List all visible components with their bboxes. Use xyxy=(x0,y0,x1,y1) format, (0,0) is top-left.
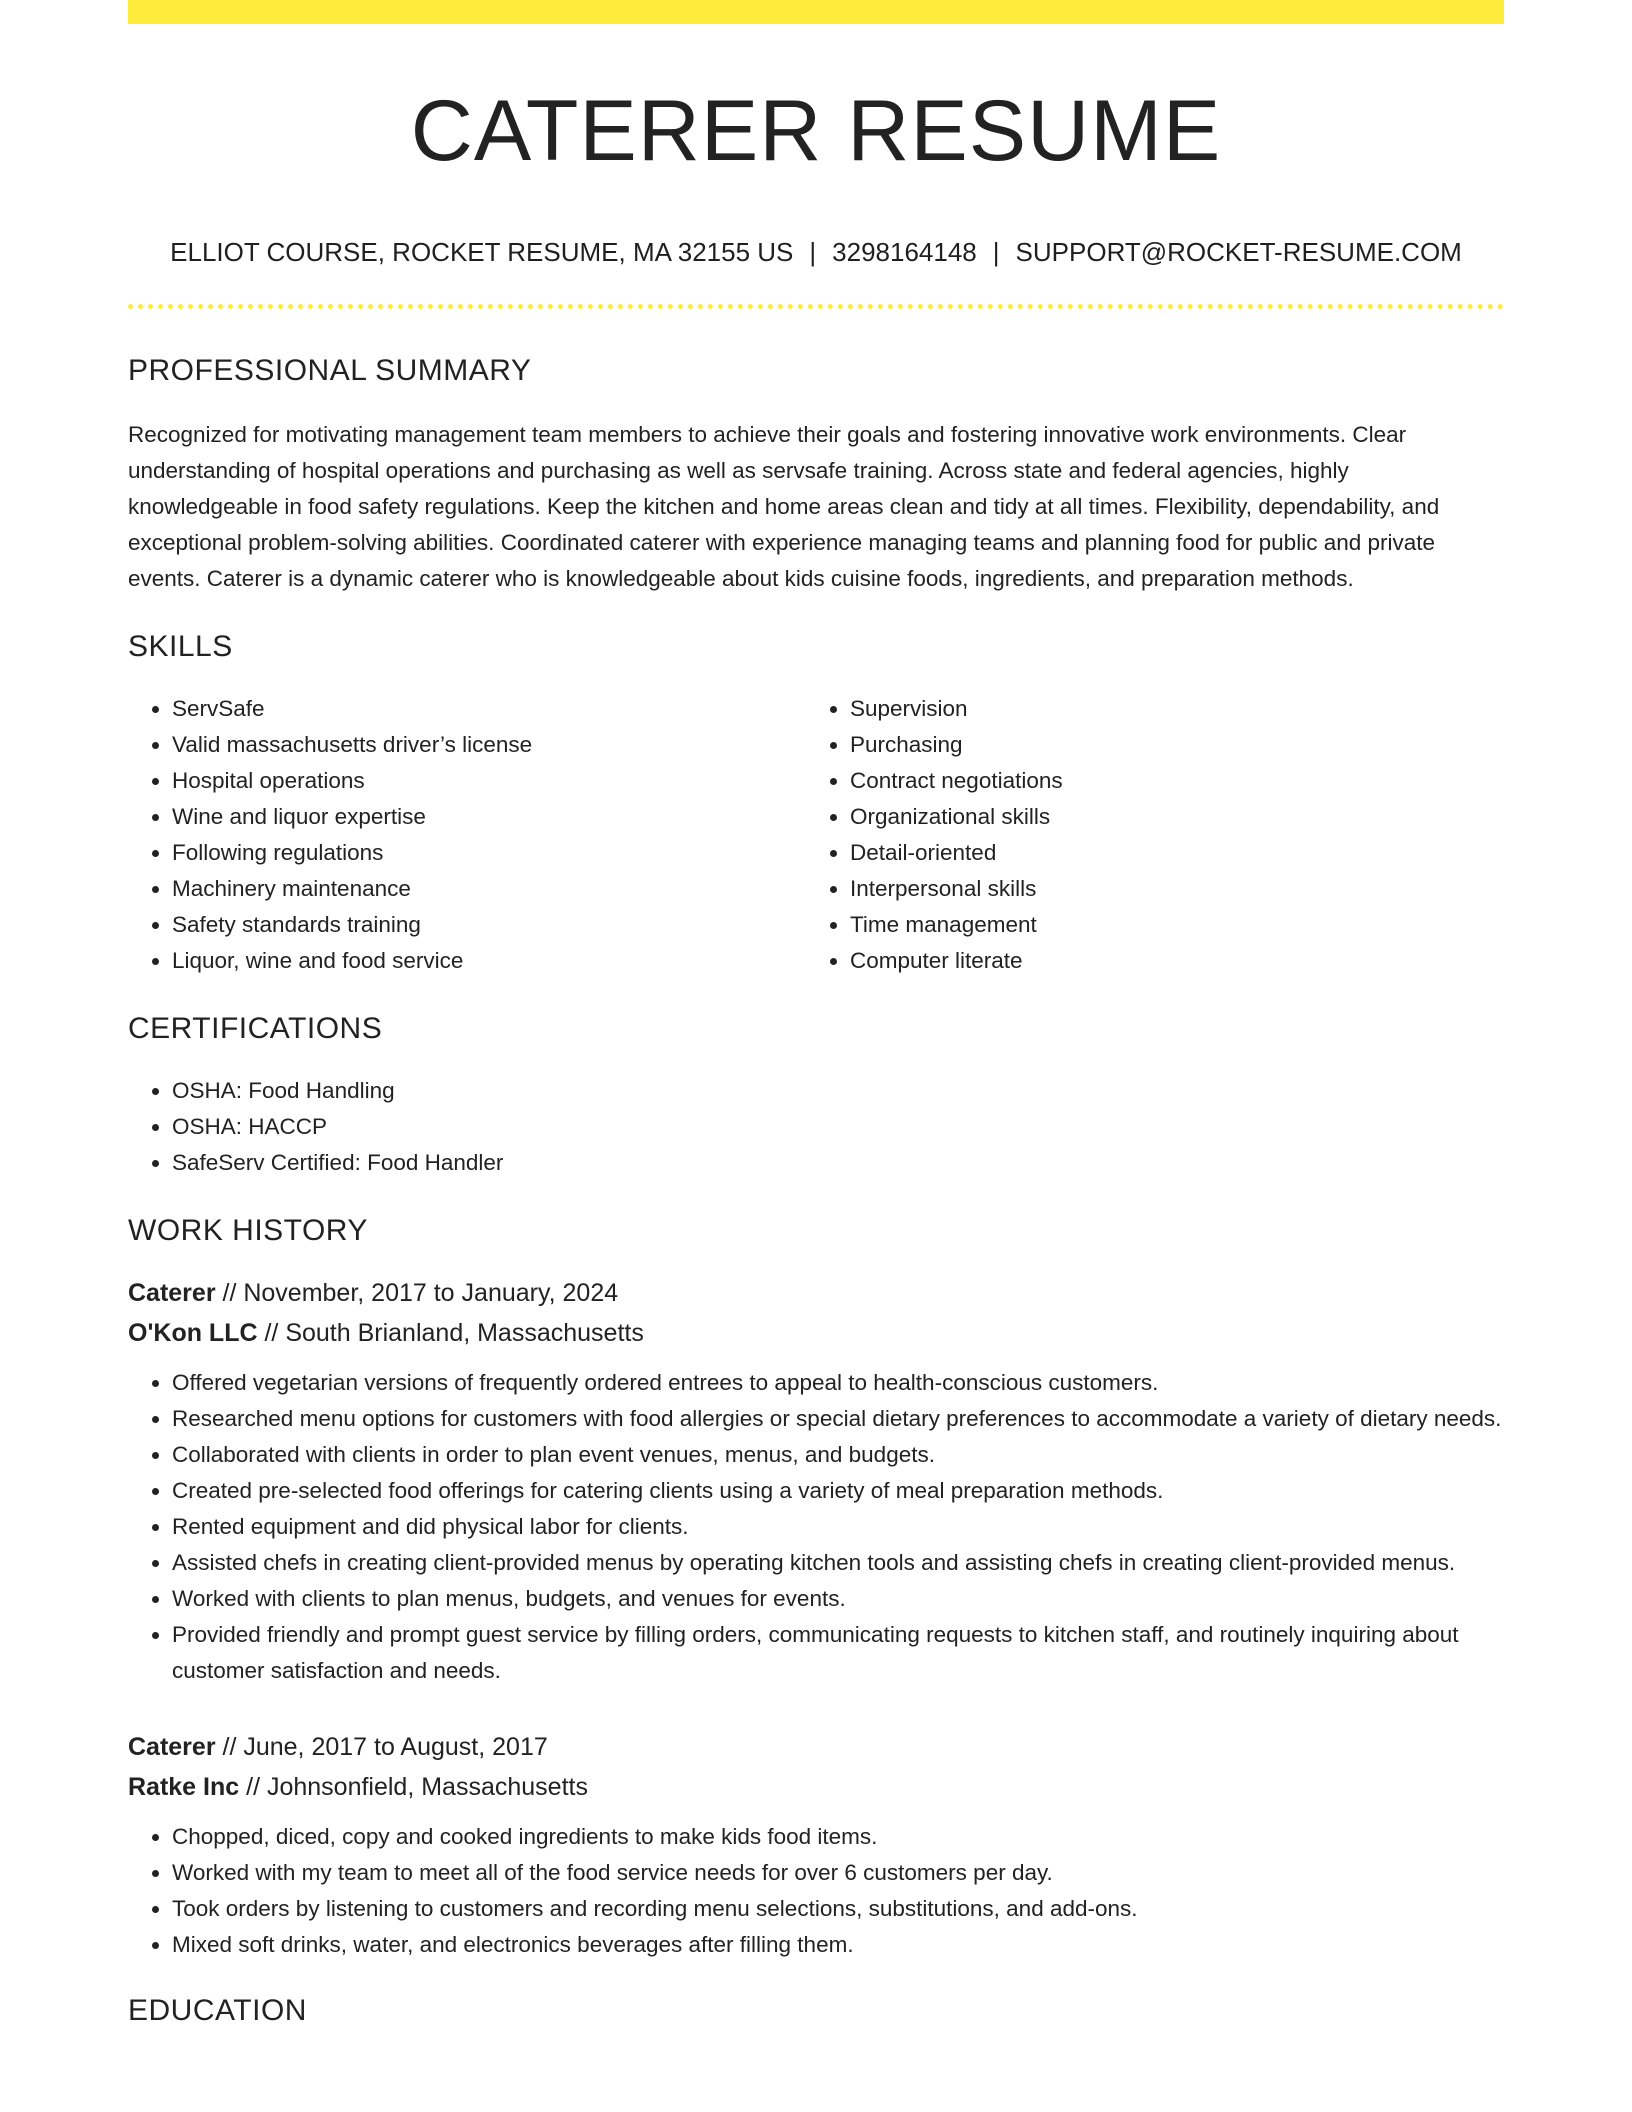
job-duty-item: • Worked with clients to plan menus, budgets, and venues for events. xyxy=(172,1581,1504,1617)
job-duty-item: • Mixed soft drinks, water, and electronics beverages after filling them. xyxy=(172,1927,1504,1963)
job-title-line xyxy=(128,1273,1504,1313)
job-title: Caterer xyxy=(128,1732,216,1761)
job-duty-item: • Provided friendly and prompt guest service by filling orders, communicating requests to kitchen staff, and routinely inquiring about customer satisfaction and needs. xyxy=(172,1617,1504,1689)
education-heading: EDUCATION xyxy=(128,1993,307,2027)
job-duties-list xyxy=(128,1365,1504,1689)
job-duty-item: • Researched menu options for customers with food allergies or special dietary preferences to accommodate a variety of dietary needs. xyxy=(172,1401,1504,1437)
skill-item: • Supervision xyxy=(850,691,1484,727)
job-dates: // November, 2017 to January, 2024 xyxy=(215,1278,619,1307)
skills-list-right xyxy=(806,691,1484,979)
job-duty-item: • Assisted chefs in creating client-provided menus by operating kitchen tools and assisting chefs in creating client-provided menus. xyxy=(172,1545,1504,1581)
job-duty-item: • Chopped, diced, copy and cooked ingredients to make kids food items. xyxy=(172,1819,1504,1855)
contact-line xyxy=(128,237,1504,268)
skills-list-left xyxy=(128,691,806,979)
skill-item: • Interpersonal skills xyxy=(850,871,1484,907)
skill-item: • Contract negotiations xyxy=(850,763,1484,799)
skill-item: • Following regulations xyxy=(172,835,806,871)
contact-email: SUPPORT@ROCKET-RESUME.COM xyxy=(1015,236,1462,267)
summary-heading: PROFESSIONAL SUMMARY xyxy=(128,353,532,387)
job-company-line xyxy=(128,1313,1504,1353)
skill-item: • Time management xyxy=(850,907,1484,943)
job-duty-item: • Took orders by listening to customers and recording menu selections, substitutions, and add-ons. xyxy=(172,1891,1504,1927)
contact-phone: 3298164148 xyxy=(832,236,977,267)
skills-heading: SKILLS xyxy=(128,629,233,663)
certification-item: • OSHA: Food Handling xyxy=(172,1073,1504,1109)
dotted-divider xyxy=(128,304,1504,309)
job-duties-list xyxy=(128,1819,1504,1963)
job-company-line xyxy=(128,1767,1504,1807)
job-title-line xyxy=(128,1727,1504,1767)
job-duty-item: • Collaborated with clients in order to plan event venues, menus, and budgets. xyxy=(172,1437,1504,1473)
skill-item: • Valid massachusetts driver’s license xyxy=(172,727,806,763)
job-duty-item: • Worked with my team to meet all of the food service needs for over 6 customers per day. xyxy=(172,1855,1504,1891)
resume-title: CATERER RESUME xyxy=(410,83,1222,179)
summary-text: Recognized for motivating management team members to achieve their goals and fostering innovative work environments. Clear understanding of hospital operations and purchasing as well as servsafe training. Across state and federal agencies, highly knowledgeable in food safety regulations. Keep the kitchen and home areas clean and tidy at all times. Flexibility, dependability, and exceptional problem-solving abilities. Coordinated caterer with experience managing teams and planning food for public and private events. Caterer is a dynamic caterer who is knowledgeable about kids cuisine foods, ingredients, and preparation methods. xyxy=(128,421,1440,591)
job-dates: // June, 2017 to August, 2017 xyxy=(215,1732,548,1761)
skill-item: • Liquor, wine and food service xyxy=(172,943,806,979)
certifications-heading: CERTIFICATIONS xyxy=(128,1011,383,1045)
skill-item: • Wine and liquor expertise xyxy=(172,799,806,835)
skill-item: • Safety standards training xyxy=(172,907,806,943)
job-company: Ratke Inc xyxy=(128,1772,240,1801)
job-company: O'Kon LLC xyxy=(128,1318,258,1347)
skill-item: • Computer literate xyxy=(850,943,1484,979)
job-duty-item: • Rented equipment and did physical labor for clients. xyxy=(172,1509,1504,1545)
skill-item: • Detail-oriented xyxy=(850,835,1484,871)
skill-item: • ServSafe xyxy=(172,691,806,727)
work-history-heading: WORK HISTORY xyxy=(128,1213,368,1247)
certification-item: • SafeServ Certified: Food Handler xyxy=(172,1145,1504,1181)
job-location: // Johnsonfield, Massachusetts xyxy=(239,1772,588,1801)
skill-item: • Organizational skills xyxy=(850,799,1484,835)
contact-separator: | xyxy=(992,236,1000,267)
skill-item: • Purchasing xyxy=(850,727,1484,763)
job-duty-item: • Offered vegetarian versions of frequently ordered entrees to appeal to health-conscious customers. xyxy=(172,1365,1504,1401)
job-location: // South Brianland, Massachusetts xyxy=(257,1318,644,1347)
accent-top-bar xyxy=(128,0,1504,24)
certifications-list xyxy=(128,1073,1504,1181)
skill-item: • Machinery maintenance xyxy=(172,871,806,907)
skills-grid xyxy=(128,691,1504,979)
contact-address: ELLIOT COURSE, ROCKET RESUME, MA 32155 US xyxy=(170,236,794,267)
resume-page xyxy=(128,0,1504,2029)
contact-separator: | xyxy=(809,236,817,267)
job-duty-item: • Created pre-selected food offerings for catering clients using a variety of meal preparation methods. xyxy=(172,1473,1504,1509)
job-title: Caterer xyxy=(128,1278,216,1307)
certification-item: • OSHA: HACCP xyxy=(172,1109,1504,1145)
skill-item: • Hospital operations xyxy=(172,763,806,799)
